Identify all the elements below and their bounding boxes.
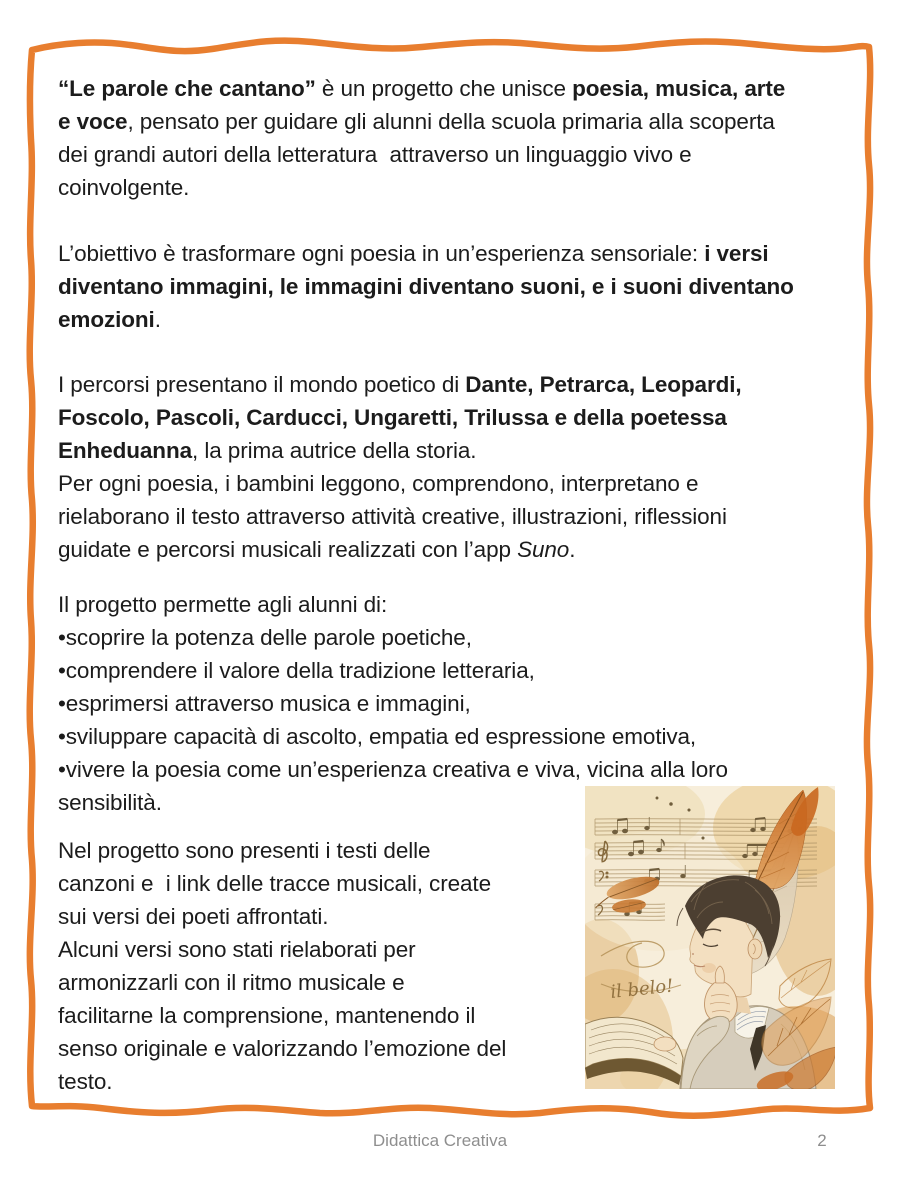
text-line: guidate e percorsi musicali realizzati con l’app Suno. [58,537,576,562]
paragraph-intro [58,72,850,204]
text-line: canzoni e i link delle tracce musicali, create [58,871,491,896]
text-line: Il progetto permette agli alunni di: [58,592,388,617]
text-line: •vivere la poesia come un’esperienza creativa e viva, vicina alla loro [58,757,728,782]
text-line: Alcuni versi sono stati rielaborati per [58,937,416,962]
text-line: armonizzarli con il ritmo musicale e [58,970,405,995]
script-text-top: il belo! [609,975,675,1003]
paragraph-project-details [58,834,603,1098]
text-line: Enheduanna, la prima autrice della storia. [58,438,477,463]
text-line: diventano immagini, le immagini diventano suoni, e i suoni diventano [58,274,794,299]
text-line: e voce, pensato per guidare gli alunni della scuola primaria alla scoperta [58,109,775,134]
paragraph-poets [58,368,850,566]
text-line: facilitarne la comprensione, mantenendo il [58,1003,476,1028]
text-line: •sviluppare capacità di ascolto, empatia ed espressione emotiva, [58,724,697,749]
text-line: sui versi dei poeti affrontati. [58,904,329,929]
text-line: Per ogni poesia, i bambini leggono, comprendono, interpretano e [58,471,699,496]
text-line: sensibilità. [58,790,162,815]
text-line: emozioni. [58,307,161,332]
footer-title: Didattica Creativa [372,1131,508,1150]
text-line: •scoprire la potenza delle parole poetiche, [58,625,472,650]
text-line: testo. [58,1069,113,1094]
text-line: senso originale e valorizzando l’emozione del [58,1036,507,1061]
text-line: coinvolgente. [58,175,190,200]
boy-reading-illustration [585,786,835,1089]
text-line: I percorsi presentano il mondo poetico di Dante, Petrarca, Leopardi, [58,372,742,397]
text-line: •comprendere il valore della tradizione letteraria, [58,658,535,683]
text-line: Nel progetto sono presenti i testi delle [58,838,431,863]
text-line: “Le parole che cantano” è un progetto che unisce poesia, musica, arte [58,76,786,101]
text-line: dei grandi autori della letteratura attraverso un linguaggio vivo e [58,142,692,167]
paragraph-objective [58,237,850,336]
holding-hand [654,1037,676,1051]
text-line: L’obiettivo è trasformare ogni poesia in un’esperienza sensoriale: i versi [58,241,769,266]
page-number: 2 [817,1131,827,1150]
paragraph-goals-list [58,588,850,819]
text-line: Foscolo, Pascoli, Carducci, Ungaretti, Trilussa e della poetessa [58,405,727,430]
text-line: rielaborano il testo attraverso attività creative, illustrazioni, riflessioni [58,504,727,529]
text-line: •esprimersi attraverso musica e immagini, [58,691,471,716]
